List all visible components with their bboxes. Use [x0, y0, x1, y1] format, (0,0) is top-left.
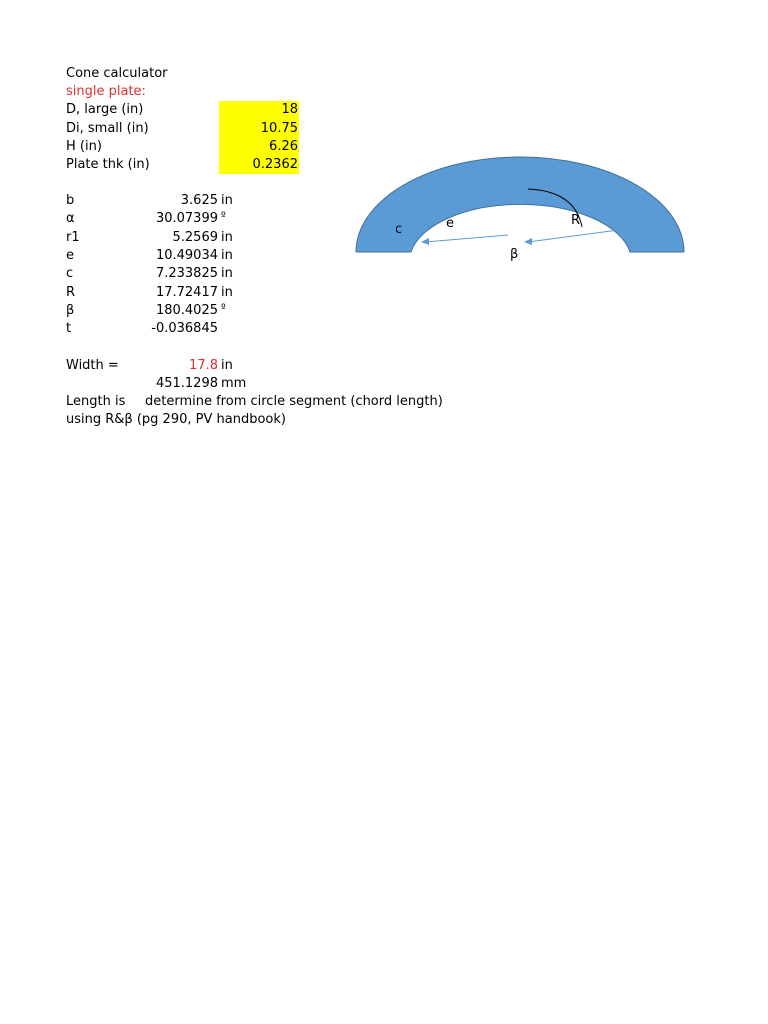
input-value-h[interactable]: 6.26 [269, 139, 298, 154]
r-arrow-head [524, 238, 532, 245]
e-arrow-head [421, 238, 429, 245]
input-label-di-small: Di, small (in) [66, 121, 149, 136]
note-length-label: Length is [66, 394, 126, 409]
result-label-r1: r1 [66, 230, 80, 245]
result-value-beta: 180.4025 [155, 303, 218, 318]
r-arrow-line [528, 229, 626, 242]
result-value-t: -0.036845 [151, 321, 218, 336]
input-label-h: H (in) [66, 139, 102, 154]
result-label-c: c [66, 266, 74, 281]
result-unit-c: in [221, 266, 233, 281]
result-value-r1: 5.2569 [172, 230, 218, 245]
result-label-e: e [66, 248, 74, 263]
input-label-plate-thk: Plate thk (in) [66, 157, 150, 172]
result-unit-b: in [221, 193, 233, 208]
width-label: Width = [66, 358, 119, 373]
note-length-text: determine from circle segment (chord length) [145, 394, 443, 409]
width-value-mm: 451.1298 [155, 376, 218, 391]
result-value-c: 7.233825 [155, 266, 218, 281]
result-unit-e: in [221, 248, 233, 263]
cone-flat-pattern-diagram [350, 145, 690, 265]
result-label-beta: β [66, 303, 75, 318]
annular-segment-shape [356, 157, 684, 252]
result-unit-r1: in [221, 230, 233, 245]
subtitle: single plate: [66, 84, 146, 99]
note-reference: using R&β (pg 290, PV handbook) [66, 412, 286, 427]
result-unit-beta: º [221, 303, 226, 314]
result-label-t: t [66, 321, 72, 336]
result-value-alpha: 30.07399 [155, 211, 218, 226]
result-value-e: 10.49034 [155, 248, 218, 263]
result-label-b: b [66, 193, 75, 208]
input-label-d-large: D, large (in) [66, 102, 144, 117]
input-value-d-large[interactable]: 18 [281, 102, 298, 117]
input-value-di-small[interactable]: 10.75 [260, 121, 298, 136]
label-c: c [395, 222, 403, 237]
e-arrow-line [425, 235, 508, 242]
label-e: e [446, 216, 454, 231]
input-value-plate-thk[interactable]: 0.2362 [252, 157, 298, 172]
result-label-r: R [66, 285, 76, 300]
label-r: R [571, 213, 581, 228]
result-label-alpha: α [66, 211, 75, 226]
width-unit-mm: mm [221, 376, 247, 391]
width-unit-in: in [221, 358, 233, 373]
result-value-b: 3.625 [180, 193, 218, 208]
width-value-in: 17.8 [189, 358, 218, 373]
result-unit-alpha: º [221, 211, 226, 222]
label-beta: β [510, 247, 519, 262]
result-value-r: 17.72417 [155, 285, 218, 300]
result-unit-r: in [221, 285, 233, 300]
page-title: Cone calculator [66, 66, 168, 81]
